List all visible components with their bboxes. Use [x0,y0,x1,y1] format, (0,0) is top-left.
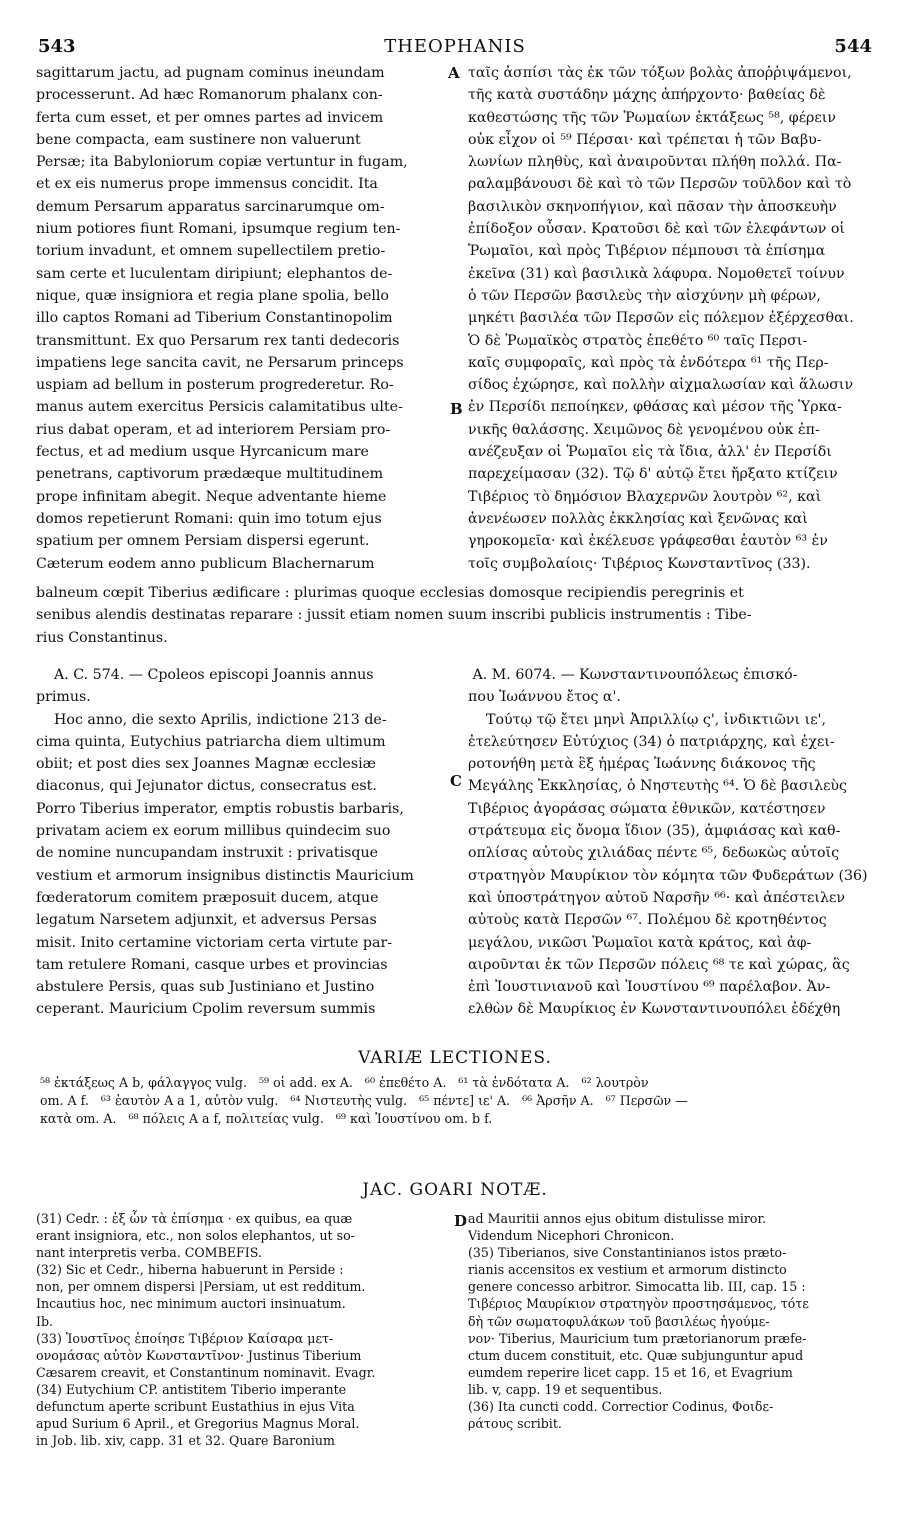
text-line: Ὁ δὲ Ῥωμαϊκὸς στρατὸς ἐπεθέτο ⁶⁰ ταῖς Περσι- [468,332,808,349]
text-line: ἐπίδοξον οὖσαν. Κρατοῦσι δὲ καὶ τῶν ἐλεφάντων οἱ [468,221,845,238]
text-line: Hoc anno, die sexto Aprilis, indictione 213 de- [36,711,387,728]
text-line: μηκέτι βασιλέα τῶν Περσῶν εἰς πόλεμον ἐξέρχεσθαι. [468,310,854,327]
text-line: καὶ ὑποστράτηγον αὐτοῦ Ναρσῆν ⁶⁶· καὶ ἀπέστειλεν [468,889,845,906]
notae-heading: JAC. GOARI NOTÆ. [362,1180,548,1200]
text-line: Incautius hoc, nec minimum auctori insinuatum. [36,1296,346,1312]
variae-lectiones-heading: VARIÆ LECTIONES. [358,1048,552,1068]
text-line: ⁵⁸ ἐκτάξεως A b, φάλαγγος vulg. ⁵⁹ οἱ add. ex A. ⁶⁰ ἐπεθέτο A. ⁶¹ τὰ ἐνδότατα A. ⁶² λουτρὸν [40,1075,649,1090]
text-line: rius Constantinus. [36,629,168,646]
text-line: domos repetierunt Romani: quin imo totum ejus [36,510,382,527]
text-line: οπλίσας αὐτοὺς χιλιάδας πέντε ⁶⁵, δεδωκὼς αὐτοῖς [468,845,840,862]
greek-column-top [468,62,880,582]
text-line: λωνίων πληθὺς, καὶ ἀναιροῦνται πλήθη πολλά. Πα- [468,154,842,171]
text-line: ανέζευξαν οἱ Ῥωμαῖοι εἰς τὰ ἴδια, ἀλλ' ἐν Περσίδι [468,444,832,461]
text-line: Τούτῳ τῷ ἔτει μηνὶ Ἀπριλλίῳ ς', ἰνδικτιῶνι ιε', [468,711,826,728]
latin-column-top [36,62,446,582]
text-line: spatium per omnem Persiam dispersi egerunt. [36,533,370,550]
text-line: cima quinta, Eutychius patriarcha diem ultimum [36,733,386,750]
text-line: ctum ducem constituit, etc. Quæ subjunguntur apud [468,1347,804,1363]
text-line: transmittunt. Ex quo Persarum rex tanti dedecoris [36,332,400,349]
text-line: senibus alendis destinatas reparare : jussit etiam nomen suum inscribi publicis instrumentis : Tibe- [36,607,752,624]
text-line: νον· Tiberius, Mauricium tum prætorianorum præfe- [468,1330,807,1346]
text-line: misit. Inito certamine victoriam certa virtute par- [36,934,393,951]
text-line: lib. v, capp. 19 et sequentibus. [468,1381,663,1397]
text-line: fœderatorum comitem præposuit ducem, atque [36,889,379,906]
text-line: ράτους scribit. [468,1416,562,1432]
text-line: abstulere Persis, quas sub Justiniano et Justino [36,979,375,996]
text-line: παρεχείμασαν (32). Τῷ δ' αὐτῷ ἔτει ἤρξατο κτίζειν [468,466,838,483]
text-line: αὐτοὺς κατὰ Περσῶν ⁶⁷. Πολέμου δὲ κροτηθέντος [468,912,827,929]
text-line: vestium et armorum insignibus distinctis Mauricium [36,867,414,884]
text-line: sagittarum jactu, ad pugnam cominus ineundam [36,65,385,81]
text-line: non, per omnem dispersi |Persiam, ut est redditum. [36,1279,366,1295]
text-line: νικῆς θαλάσσης. Χειμῶνος δὲ γενομένου οὐκ ἐπ- [468,421,820,438]
text-line: processerunt. Ad hæc Romanorum phalanx con- [36,87,383,104]
text-line: penetrans, captivorum prædæque multitudinem [36,466,384,483]
text-line: Cæsarem creavit, et Constantinum nominavit. Evagr. [36,1364,376,1380]
text-line: (36) Ita cuncti codd. Correctior Codinus, Φοιδε- [468,1399,774,1415]
text-line: torium invadunt, et omnem supellectilem pretio- [36,243,386,260]
text-line: Τιβέριος Μαυρίκιον στρατηγὸν προστησάμενος, τότε [468,1296,809,1312]
text-line: ροτονήθη μετὰ ἓξ ἡμέρας Ἰωάννης διάκονος τῆς [468,756,816,773]
text-line: tam retulere Romani, casque urbes et provincias [36,956,388,973]
text-line: ad Mauritii annos ejus obitum distulisse miror. [468,1211,767,1226]
text-line: rianis accensitos ex vestium et armorum distincto [468,1262,787,1278]
text-line: οὐκ εἶχον οἱ ⁵⁹ Πέρσαι· καὶ τρέπεται ἡ τῶν Βαβυ- [468,131,822,148]
text-line: καῖς συμφοραῖς, καὶ πρὸς τὰ ἐνδότερα ⁶¹ τῆς Περ- [468,354,829,371]
margin-marker-d: D [454,1212,468,1230]
text-line: γηροκομεῖα· καὶ ἐκέλευσε γράφεσθαι ἑαυτὸν ⁶³ ἐν [468,533,828,550]
text-line: bene compacta, eam sustinere non valuerunt [36,131,361,148]
text-line: αιροῦνται ἐκ τῶν Περσῶν πόλεις ⁶⁸ τε καὶ χώρας, ἃς [468,956,850,973]
margin-marker-c: C [450,772,462,790]
text-line: μεγάλου, νικῶσι Ῥωμαῖοι κατὰ κράτος, καὶ ἀφ- [468,934,812,951]
text-line: στράτευμα εἰς ὄνομα ἴδιον (35), ἀμφιάσας καὶ καθ- [468,823,841,840]
text-line: ἐκεῖνα (31) καὶ βασιλικὰ λάφυρα. Νομοθετεῖ τοίνυν [468,265,845,282]
text-line: δὴ τῶν σωματοφυλάκων τοῦ βασιλέως ἡγούμε- [468,1313,770,1329]
text-line: diaconus, qui Jejunator dictus, consecratus est. [36,778,377,795]
notes-left-column [36,1210,446,1460]
text-line: in Job. lib. xiv, capp. 31 et 32. Quare Baronium [36,1433,335,1449]
text-line: Ῥωμαῖοι, καὶ πρὸς Τιβέριον πέμπουσι τὰ ἐπίσημα [468,243,826,260]
text-line: rius dabat operam, et ad interiorem Persiam pro- [36,421,391,438]
text-line: obiit; et post dies sex Joannes Magnæ ecclesiæ [36,756,376,773]
running-header [30,36,880,60]
text-line: uspiam ad bellum in posterum progrederetur. Ro- [36,377,394,394]
text-line: fectus, et ad medium usque Hyrcanicum mare [36,444,369,461]
text-line: om. A f. ⁶³ ἑαυτὸν A a 1, αὐτὸν vulg. ⁶⁴ Νιστευτὴς vulg. ⁶⁵ πέντε] ιε' A. ⁶⁶ Ἀρσῆν A. ⁶⁷ Περσῶν — [40,1093,688,1108]
text-line: τῆς κατὰ συστάδην μάχης ἀπήρχοντο· βαθείας δὲ [468,87,826,104]
text-line: στρατηγὸν Μαυρίκιον τὸν κόμητα τῶν Φυδεράτων (36) [468,867,868,884]
text-line: illo captos Romani ad Tiberium Constantinopolim [36,310,393,327]
text-line: balneum cœpit Tiberius ædificare : plurimas quoque ecclesias domosque recipiendis peregrinis et [36,585,744,601]
text-line: impatiens lege sancita cavit, ne Persarum princeps [36,354,404,371]
text-line: ὁ τῶν Περσῶν βασιλεὺς τὴν αἰσχύνην μὴ φέρων, [468,287,821,304]
text-line: (32) Sic et Cedr., hiberna habuerunt in Perside : [36,1262,344,1278]
text-line: sam certe et luculentam diripiunt; elephantos de- [36,265,393,282]
margin-marker-b: B [450,400,463,418]
text-line: nium potiores fiunt Romani, ipsumque regium ten- [36,221,401,238]
greek-column-mid [468,664,880,1024]
text-line: Τιβέριος ἀγοράσας σώματα ἐθνικῶν, κατέστησεν [468,800,826,817]
text-line: apud Surium 6 April., et Gregorius Magnus Moral. [36,1416,360,1432]
page-number-left: 543 [38,36,76,57]
variae-lectiones [40,1074,882,1134]
text-line: ἐτελεύτησεν Εὐτύχιος (34) ὁ πατριάρχης, καὶ ἐχει- [468,733,835,750]
text-line: privatam aciem ex eorum millibus quindecim suo [36,823,391,840]
text-line: erant insigniora, etc., non solos elephantos, ut so- [36,1228,355,1244]
page-number-right: 544 [834,36,872,57]
text-line: ραλαμβάνουσι δὲ καὶ τὸ τῶν Περσῶν τοῦλδον καὶ τὸ [468,176,852,193]
text-line: eumdem reperire licet capp. 15 et 16, et Evagrium [468,1364,793,1380]
text-line: Τιβέριος τὸ δημόσιον Βλαχερνῶν λουτρὸν ⁶², καὶ [468,488,822,505]
text-line: σίδος ἐχώρησε, καὶ πολλὴν αἰχμαλωσίαν καὶ ἅλωσιν [468,377,854,394]
text-line: Porro Tiberius imperator, emptis robustis barbaris, [36,800,404,817]
text-line: et ex eis numerus prope immensus concidit. Ita [36,176,378,193]
text-line: Persæ; ita Babyloniorum copiæ vertuntur in fugam, [36,154,408,171]
text-line: ταῖς ἀσπίσι τὰς ἐκ τῶν τόξων βολὰς ἀποῤῥιψάμενοι, [468,65,852,81]
text-line: ἐν Περσίδι πεποίηκεν, φθάσας καὶ μέσον τῆς Ὑρκα- [468,399,842,416]
text-line: ονομάσας αὐτὸν Κωνσταντῖνον· Justinus Tiberium [36,1347,362,1363]
text-line: A. C. 574. — Cpoleos episcopi Joannis annus [36,667,374,683]
latin-full-width-passage [36,582,882,652]
text-line: nique, quæ insigniora et regia plane spolia, bello [36,287,389,304]
text-line: Μεγάλης Ἐκκλησίας, ὁ Νηστευτὴς ⁶⁴. Ὁ δὲ βασιλεὺς [468,778,847,795]
text-line: nant interpretis verba. COMBEFIS. [36,1245,262,1261]
text-line: ἐπὶ Ἰουστινιανοῦ καὶ Ἰουστίνου ⁶⁹ παρέλαβον. Ἀν- [468,979,831,996]
text-line: κατὰ om. A. ⁶⁸ πόλεις A a f, πολιτείας vulg. ⁶⁹ καὶ Ἰουστίνου om. b f. [40,1111,493,1126]
text-line: A. M. 6074. — Κωνσταντινουπόλεως ἐπισκό- [468,667,798,683]
notes-right-column [468,1210,880,1460]
text-line: primus. [36,689,91,706]
latin-column-mid [36,664,446,1024]
running-title: THEOPHANIS [384,36,526,57]
margin-marker-a: A [448,64,460,82]
text-line: prope infinitam abegit. Neque adventante hieme [36,488,387,505]
text-line: de nomine nuncupandam instruxit : privatisque [36,845,379,862]
text-line: που Ἰωάννου ἔτος α'. [468,689,621,706]
text-line: Ib. [36,1313,54,1329]
text-line: (33) Ἰουστῖνος ἐποίησε Τιβέριον Καίσαρα μετ- [36,1330,334,1346]
text-line: ceperant. Mauricium Cpolim reversum summis [36,1001,376,1018]
text-line: genere concesso arbitror. Simocatta lib. III, cap. 15 : [468,1279,806,1295]
text-line: defunctum aperte scribunt Eustathius in ejus Vita [36,1399,355,1415]
text-line: (35) Tiberianos, sive Constantinianos istos præto- [468,1245,787,1261]
text-line: (31) Cedr. : ἐξ ὧν τὰ ἐπίσημα · ex quibus, ea quæ [36,1211,353,1226]
text-line: ελθὼν δὲ Μαυρίκιος ἐν Κωνσταντινουπόλει ἐδέχθη [468,1001,841,1018]
text-line: Videndum Nicephori Chronicon. [468,1228,675,1244]
text-line: βασιλικὸν σκηνοπήγιον, καὶ πᾶσαν τὴν ἀποσκευὴν [468,198,837,215]
text-line: τοῖς συμβολαίοις· Τιβέριος Κωνσταντῖνος (33). [468,555,811,572]
text-line: demum Persarum apparatus sarcinarumque om- [36,198,385,215]
text-line: Cæterum eodem anno publicum Blachernarum [36,555,375,572]
text-line: καθεστώσης τῆς τῶν Ῥωμαίων ἐκτάξεως ⁵⁸, φέρειν [468,109,836,126]
text-line: legatum Narsetem adjunxit, et adversus Persas [36,912,377,929]
text-line: ἀνενέωσεν πολλὰς ἐκκλησίας καὶ ξενῶνας καὶ [468,510,808,527]
text-line: (34) Eutychium CP. antistitem Tiberio imperante [36,1381,347,1397]
text-line: manus autem exercitus Persicis calamitatibus ulte- [36,399,403,416]
text-line: ferta cum esset, et per omnes partes ad invicem [36,109,384,126]
